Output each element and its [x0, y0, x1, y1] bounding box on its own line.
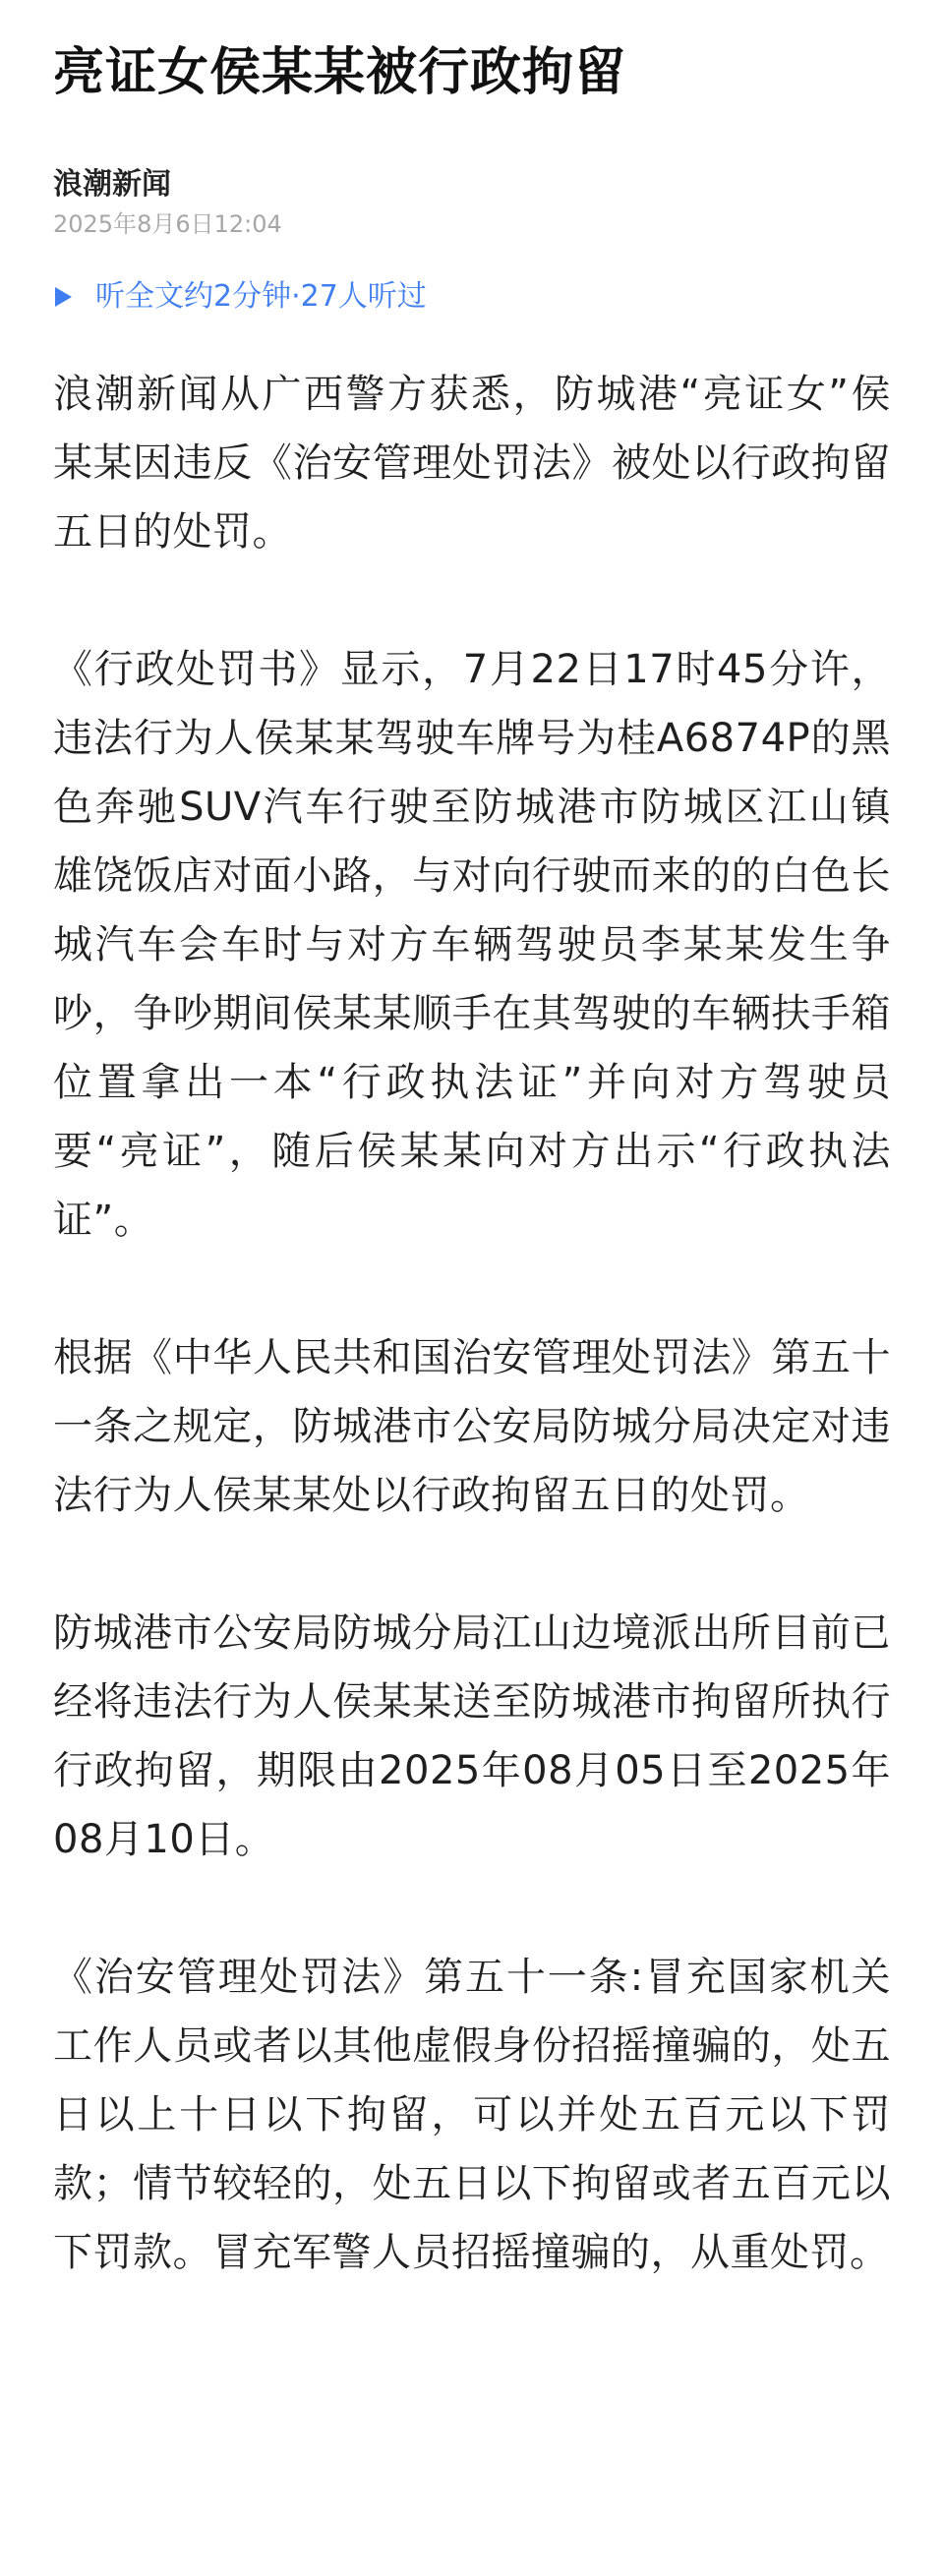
play-icon: [55, 287, 72, 307]
article-paragraph: 《治安管理处罚法》第五十一条:冒充国家机关工作人员或者以其他虚假身份招摇撞骗的，处五日以上十日以下拘留，可以并处五百元以下罚款；情节较轻的，处五日以下拘留或者五百元以下罚款。冒充军警人员招摇撞骗的，从重处罚。: [53, 1955, 891, 2275]
article-paragraph: 浪潮新闻从广西警方获悉，防城港“亮证女”侯某某因违反《治安管理处罚法》被处以行政拘留五日的处罚。: [53, 372, 891, 555]
article-paragraph: 根据《中华人民共和国治安管理处罚法》第五十一条之规定，防城港市公安局防城分局决定对违法行为人侯某某处以行政拘留五日的处罚。: [53, 1335, 891, 1518]
article-paragraph: 防城港市公安局防城分局江山边境派出所目前已经将违法行为人侯某某送至防城港市拘留所执行行政拘留，期限由2025年08月05日至2025年08月10日。: [53, 1610, 891, 1862]
article-title: 亮证女侯某某被行政拘留: [53, 43, 627, 102]
article-date: 2025年8月6日12:04: [53, 210, 282, 238]
listen-button[interactable]: [53, 273, 891, 321]
listen-label: 听全文约2分钟·27人听过: [95, 279, 427, 314]
article-source[interactable]: 浪潮新闻: [53, 167, 171, 202]
article-paragraph: 《行政处罚书》显示，7月22日17时45分许，违法行为人侯某某驾驶车牌号为桂A6874P的黑色奔驰SUV汽车行驶至防城港市防城区江山镇雄饶饭店对面小路，与对向行驶而来的的白色长城汽车会车时与对方车辆驾驶员李某某发生争吵，争吵期间侯某某顺手在其驾驶的车辆扶手箱位置拿出一本“行政执法证”并向对方驾驶员要“亮证”，随后侯某某向对方出示“行政执法证”。: [53, 647, 891, 1243]
article-body: [53, 360, 891, 2287]
